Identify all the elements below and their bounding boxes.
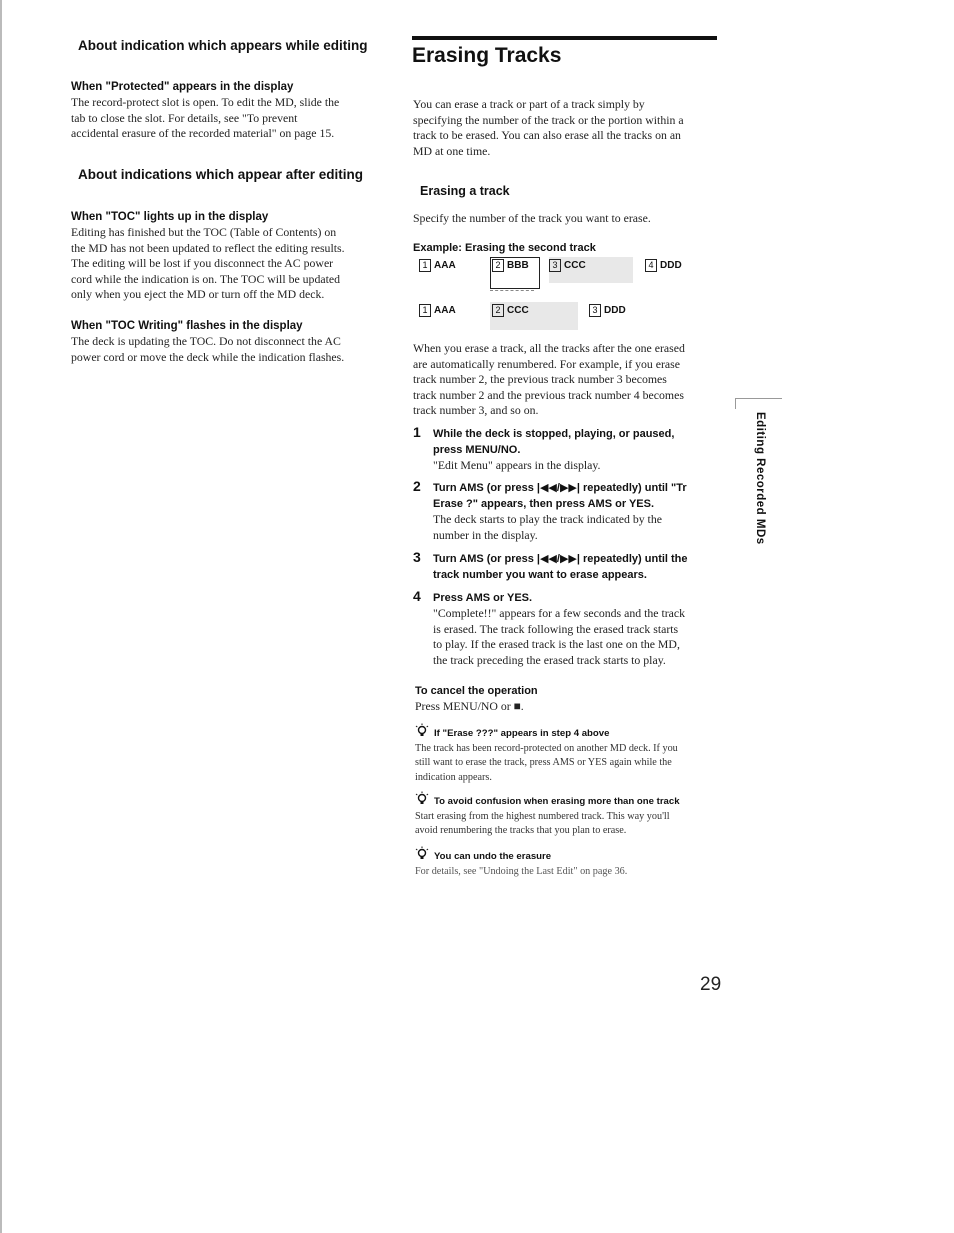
step-body: number in the display. xyxy=(433,527,538,542)
text-line: are automatically renumbered. For example, if you erase xyxy=(413,356,680,371)
track-number: 3 xyxy=(549,259,561,272)
section-heading: About indication which appears while editing xyxy=(78,38,368,53)
track-item xyxy=(419,304,456,317)
text-line: The deck is updating the TOC. Do not disconnect the AC xyxy=(71,334,341,348)
text-line: accidental erasure of the recorded material" on page 15. xyxy=(71,126,335,141)
page-number: 29 xyxy=(700,974,722,995)
step-number: 4 xyxy=(413,588,421,604)
text-line: The record-protect slot is open. To edit the MD, slide the xyxy=(71,95,340,109)
step-title: While the deck is stopped, playing, or paused, xyxy=(433,428,675,440)
track-name: CCC xyxy=(564,260,586,271)
text-line: The editing will be lost if you disconnect the AC power xyxy=(71,256,334,271)
text-line: tab to close the slot. For details, see "To prevent xyxy=(71,110,298,125)
text-line: only when you eject the MD or turn off the MD deck. xyxy=(71,287,325,302)
title-rule xyxy=(412,36,717,40)
section-heading-erasing-track: Erasing a track xyxy=(420,184,510,198)
text-line: track to be erased. You can also erase all the tracks on an xyxy=(413,128,681,143)
track-name: DDD xyxy=(604,305,626,316)
page-title: Erasing Tracks xyxy=(412,44,562,67)
dashed-marker xyxy=(490,290,534,291)
track-name: BBB xyxy=(507,260,529,271)
track-name: AAA xyxy=(434,260,456,271)
tip-title: You can undo the erasure xyxy=(434,851,552,862)
step-number: 3 xyxy=(413,549,421,565)
text-line: Editing has finished but the TOC (Table of Contents) on xyxy=(71,225,337,239)
track-number: 2 xyxy=(492,259,504,272)
track-diagram-after xyxy=(419,302,699,332)
tip-title: If "Erase ???" appears in step 4 above xyxy=(434,728,610,739)
example-label: Example: xyxy=(413,242,462,254)
lightbulb-icon xyxy=(415,791,429,807)
track-item xyxy=(419,259,456,272)
text-line: Start erasing from the highest numbered track. This way you'll xyxy=(415,811,670,822)
track-number: 1 xyxy=(419,304,431,317)
step-body: the track preceding the erased track starts to play. xyxy=(433,652,666,667)
step-title: Press AMS or YES. xyxy=(433,592,533,604)
track-number: 2 xyxy=(492,304,504,317)
step-number: 1 xyxy=(413,424,421,440)
track-item xyxy=(492,259,529,272)
text-line: cord while the indication is on. The TOC will be updated xyxy=(71,271,340,286)
example-title: Erasing the second track xyxy=(464,242,596,254)
step-title: track number you want to erase appears. xyxy=(433,569,647,581)
text-line: You can erase a track or part of a track simply by xyxy=(413,97,645,111)
step-title: Erase ?" appears, then press AMS or YES. xyxy=(433,498,655,510)
text-line: avoid renumbering the tracks that you plan to erase. xyxy=(415,825,627,837)
tip-2 xyxy=(415,790,725,839)
cancel-body: Press MENU/NO or ■. xyxy=(415,699,524,713)
paragraph-toc-writing xyxy=(71,334,391,365)
track-diagram-before xyxy=(419,257,699,297)
track-name: DDD xyxy=(660,260,682,271)
paragraph-protected xyxy=(71,95,391,142)
text-line: track number 2, the previous track number 3 becomes xyxy=(413,372,667,387)
text-line: The track has been record-protected on another MD deck. If you xyxy=(415,743,678,754)
subheading-toc-writing: When "TOC Writing" flashes in the display xyxy=(71,320,303,332)
specify-text: Specify the number of the track you want to erase. xyxy=(413,211,651,225)
track-item xyxy=(492,304,529,317)
step-number: 2 xyxy=(413,478,421,494)
cancel-heading: To cancel the operation xyxy=(415,685,538,697)
text-line: still want to erase the track, press AMS or YES again while the xyxy=(415,757,672,769)
text-line: the MD has not been updated to reflect the editing results. xyxy=(71,240,345,255)
track-number: 3 xyxy=(589,304,601,317)
text-line: track number 3, and so on. xyxy=(413,403,539,418)
track-item xyxy=(589,304,626,317)
step-title: Turn AMS (or press |◀◀/▶▶| repeatedly) until the xyxy=(433,553,688,565)
example-heading xyxy=(413,241,596,255)
tip-body xyxy=(415,865,725,879)
intro-paragraph xyxy=(413,97,718,159)
tip-body xyxy=(415,742,725,785)
text-line: specifying the number of the track or the portion within a xyxy=(413,112,684,127)
renumber-paragraph xyxy=(413,341,723,419)
track-number: 4 xyxy=(645,259,657,272)
left-section-2 xyxy=(78,167,368,183)
step-body: "Complete!!" appears for a few seconds and the track xyxy=(433,606,686,620)
step-title: press MENU/NO. xyxy=(433,444,521,456)
tip-3 xyxy=(415,845,725,879)
track-name: CCC xyxy=(507,305,529,316)
left-section-1 xyxy=(78,38,378,54)
lightbulb-icon xyxy=(415,723,429,739)
subheading-protected: When "Protected" appears in the display xyxy=(71,81,294,93)
tip-1 xyxy=(415,722,725,785)
step-body: "Edit Menu" appears in the display. xyxy=(433,458,601,472)
step-body: is erased. The track following the erased track starts xyxy=(433,621,679,636)
text-line: power cord or move the deck while the indication flashes. xyxy=(71,349,345,364)
track-item xyxy=(645,259,682,272)
page-edge xyxy=(0,0,2,1233)
side-tab-mark xyxy=(735,398,782,409)
step-title: Turn AMS (or press |◀◀/▶▶| repeatedly) until "Tr xyxy=(433,482,687,494)
step-body: to play. If the erased track is the last one on the MD, xyxy=(433,637,680,652)
text-line: track number 2 and the previous track number 4 becomes xyxy=(413,387,684,402)
track-name: AAA xyxy=(434,305,456,316)
text-line: indication appears. xyxy=(415,771,492,783)
tip-body xyxy=(415,810,725,839)
subheading-toc: When "TOC" lights up in the display xyxy=(71,211,269,223)
tip-title: To avoid confusion when erasing more than one track xyxy=(434,796,680,807)
side-tab-label: Editing Recorded MDs xyxy=(754,412,766,545)
track-number: 1 xyxy=(419,259,431,272)
text-line: When you erase a track, all the tracks after the one erased xyxy=(413,341,685,355)
lightbulb-icon xyxy=(415,846,429,862)
section-heading: About indications which appear after editing xyxy=(78,167,364,182)
text-line: MD at one time. xyxy=(413,143,491,158)
paragraph-toc xyxy=(71,225,391,303)
track-item xyxy=(549,259,586,272)
text-line: For details, see "Undoing the Last Edit" on page 36. xyxy=(415,866,628,877)
step-body: The deck starts to play the track indicated by the xyxy=(433,512,662,526)
